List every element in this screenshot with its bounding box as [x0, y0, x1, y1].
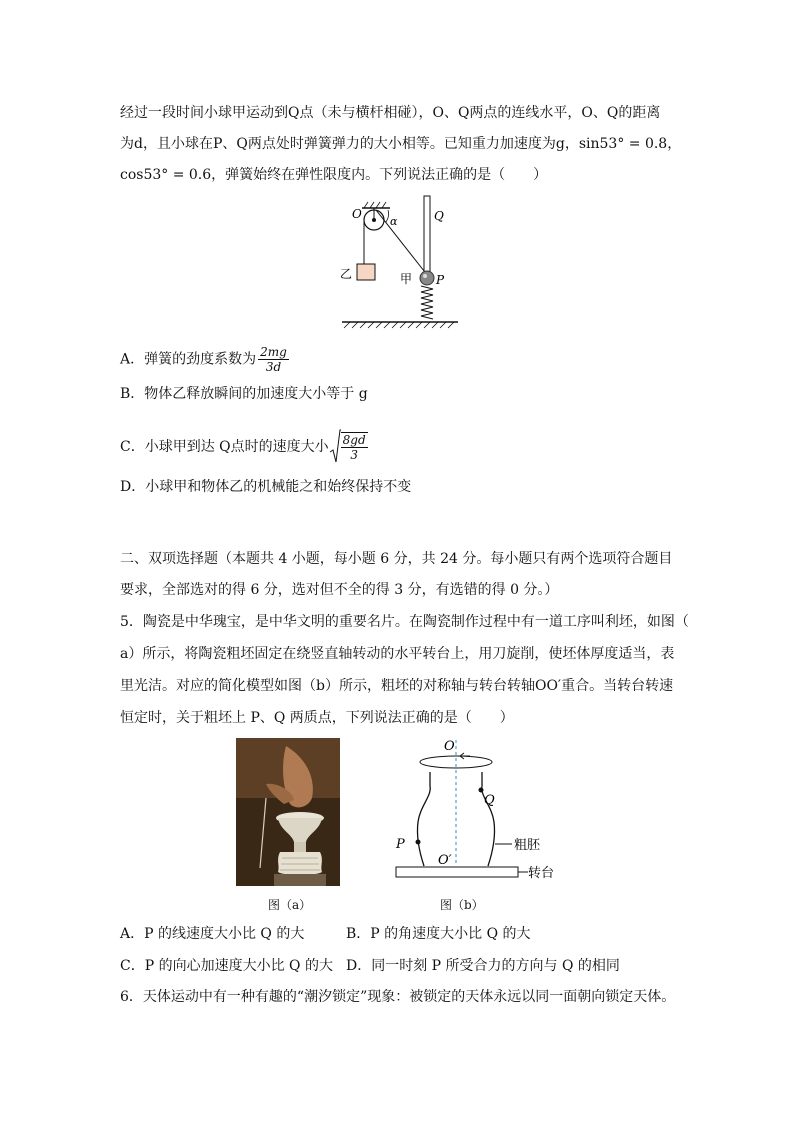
q4-line2: 为d，且小球在P、Q两点处时弹簧弹力的大小相等。已知重力加速度为g，sin53° = 0.8， — [120, 136, 682, 152]
q4-line3: cos53° = 0.6，弹簧始终在弹性限度内。下列说法正确的是（ ） — [120, 167, 548, 183]
label-fig-b-P: P — [396, 837, 405, 852]
q5-line3: 里光洁。对应的简化模型如图（b）所示，粗坯的对称轴与转台转轴OO′重合。当转台转速 — [120, 678, 674, 694]
section2-line1: 二、双项选择题（本题共 4 小题，每小题 6 分，共 24 分。每小题只有两个选项符合题目 — [120, 551, 673, 567]
q4-option-b: B．物体乙释放瞬间的加速度大小等于 g — [120, 386, 368, 402]
q5-option-a: A．P 的线速度大小比 Q 的大 — [120, 926, 305, 942]
label-O: O — [352, 207, 362, 221]
label-P: P — [436, 273, 445, 287]
caption-figure-b: 图（b） — [440, 898, 484, 912]
caption-figure-a: 图（a） — [268, 898, 312, 912]
label-fig-b-Q: Q — [484, 793, 495, 808]
label-fig-b-blank: 粗胚 — [514, 838, 541, 853]
label-fig-b-O-prime: O′ — [438, 853, 452, 868]
q4-line1: 经过一段时间小球甲运动到Q点（未与横杆相碰），O、Q两点的连线水平，O、Q的距离 — [120, 105, 661, 121]
q4-option-a-fraction: $\frac{2mg}{3d}$ — [260, 345, 287, 374]
q4-option-c — [120, 428, 368, 466]
label-fig-b-table: 转台 — [528, 866, 555, 881]
q5-option-c: C．P 的向心加速度大小比 Q 的大 — [120, 958, 333, 974]
q4-option-a-text: A．弹簧的劲度系数为 — [120, 351, 257, 368]
q5-line2: a）所示，将陶瓷粗坯固定在绕竖直轴转动的水平转台上，用刀旋削，使坯体厚度适当，表 — [120, 646, 675, 662]
label-fig-b-O: O — [444, 739, 455, 754]
q5-option-d: D．同一时刻 P 所受合力的方向与 Q 的相同 — [346, 958, 620, 974]
label-yi: 乙 — [340, 267, 353, 281]
label-jia: 甲 — [400, 272, 413, 286]
pottery-photo — [236, 738, 340, 886]
turntable-model-diagram — [380, 734, 580, 884]
label-alpha: α — [390, 215, 398, 228]
q5-line1: 5．陶瓷是中华瑰宝，是中华文明的重要名片。在陶瓷制作过程中有一道工序叫利坯，如图（ — [120, 614, 689, 630]
q6-line1: 6．天体运动中有一种有趣的“潮汐锁定”现象：被锁定的天体永远以同一面朝向锁定天体。 — [120, 989, 676, 1005]
pulley-spring-diagram — [330, 192, 470, 332]
section2-line2: 要求，全部选对的得 6 分，选对但不全的得 3 分，有选错的得 0 分。） — [120, 582, 559, 598]
q5-option-b: B．P 的角速度大小比 Q 的大 — [346, 926, 531, 942]
q4-option-a — [120, 345, 289, 374]
q4-option-d: D．小球甲和物体乙的机械能之和始终保持不变 — [120, 479, 412, 495]
label-Q: Q — [434, 209, 444, 223]
q4-option-c-sqrt: $\frac{8gd}{3}$ — [329, 428, 368, 466]
q4-option-c-text: C．小球甲到达 Q点时的速度大小 — [120, 439, 329, 455]
q5-line4: 恒定时，关于粗坯上 P、Q 两质点，下列说法正确的是（ ） — [120, 710, 514, 726]
